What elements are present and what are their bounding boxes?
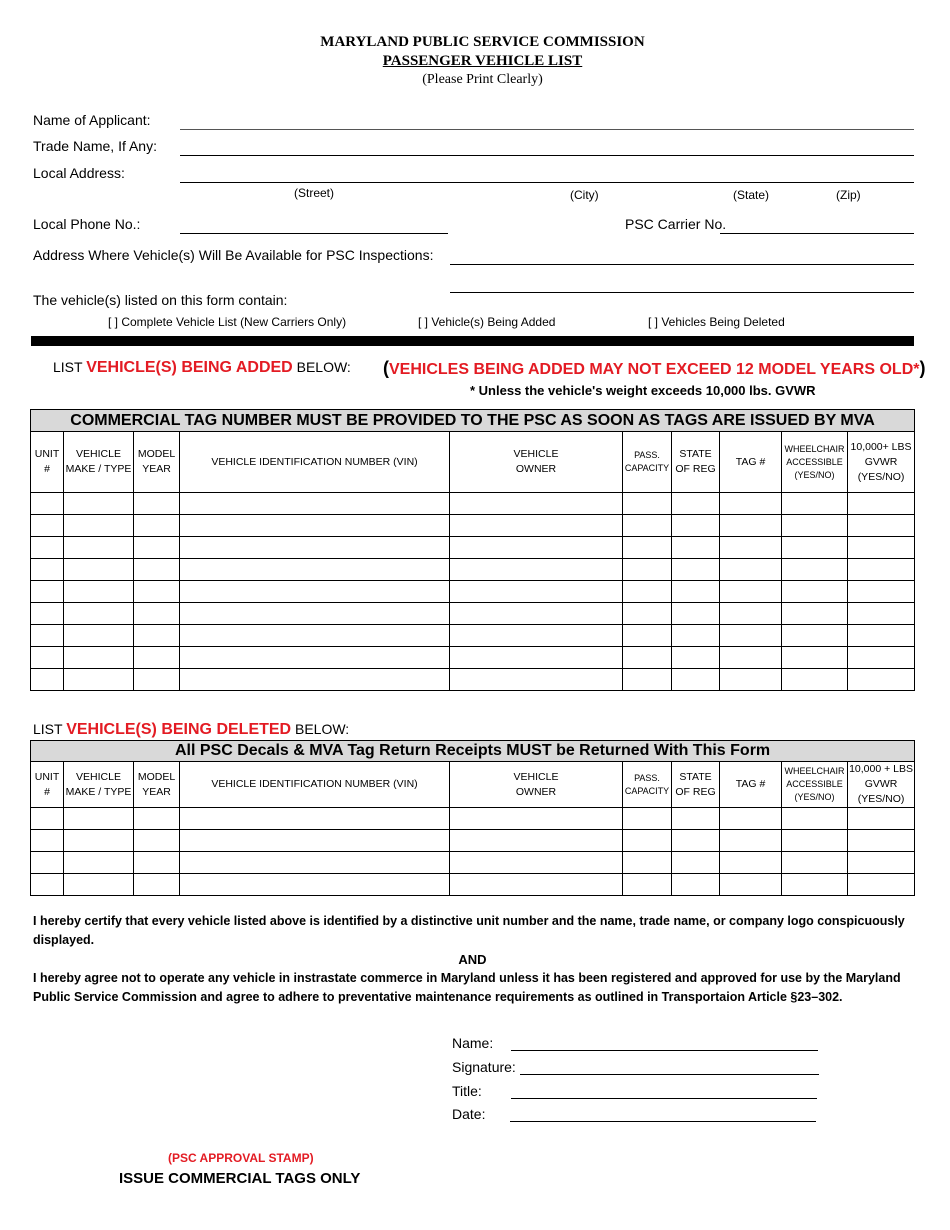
inspection-address-field-1[interactable] [452,245,912,263]
table-cell[interactable] [623,603,672,625]
table-row [31,647,915,669]
gvwr-footnote: * Unless the vehicle's weight exceeds 10,000 lbs. GVWR [470,383,816,398]
table-row [31,852,915,874]
table-cell[interactable] [134,669,180,691]
agency-title: MARYLAND PUBLIC SERVICE COMMISSION [320,34,645,50]
model-year-warning: (VEHICLES BEING ADDED MAY NOT EXCEED 12 MODEL YEARS OLD*) [383,358,926,378]
table-cell[interactable] [720,581,782,603]
table-cell[interactable] [450,559,623,581]
table-cell[interactable] [450,537,623,559]
column-header: STATE OF REG [672,762,720,808]
table-cell[interactable] [672,493,720,515]
table-cell[interactable] [782,537,848,559]
checkbox-complete-list[interactable]: [ ] Complete Vehicle List (New Carriers Only) [108,315,347,329]
applicant-name-label: Name of Applicant: [33,112,151,128]
street-caption: (Street) [294,186,335,200]
certification-and: AND [458,952,487,967]
column-header: UNIT # [31,762,64,808]
table-cell[interactable] [180,808,450,830]
signature-title-field[interactable] [511,1098,817,1099]
form-title: PASSENGER VEHICLE LIST [382,53,583,69]
table-cell[interactable] [672,808,720,830]
contents-label: The vehicle(s) listed on this form contain: [33,292,288,308]
inspection-address-label: Address Where Vehicle(s) Will Be Available for PSC Inspections: [33,247,434,263]
table-cell[interactable] [134,852,180,874]
table-row [31,669,915,691]
table-cell[interactable] [782,647,848,669]
inspection-address-field-2[interactable] [452,273,912,291]
column-header: VEHICLE MAKE / TYPE [64,762,134,808]
table-cell[interactable] [180,625,450,647]
table-cell[interactable] [623,830,672,852]
table-cell[interactable] [623,808,672,830]
table-cell[interactable] [720,830,782,852]
table-cell[interactable] [180,647,450,669]
table-cell[interactable] [450,647,623,669]
table-cell[interactable] [180,581,450,603]
psc-carrier-line [720,233,914,234]
table-cell[interactable] [782,603,848,625]
signature-name-field[interactable] [511,1050,818,1051]
local-phone-label: Local Phone No.: [33,216,141,232]
table-cell[interactable] [623,581,672,603]
table-row [31,493,915,515]
table-cell[interactable] [782,852,848,874]
column-header: PASS. CAPACITY [623,762,672,808]
column-header: VEHICLE OWNER [450,762,623,808]
table-cell[interactable] [672,581,720,603]
inspection-address-line-2 [450,292,914,293]
table-cell[interactable] [64,808,134,830]
table-cell[interactable] [64,625,134,647]
table-cell[interactable] [180,537,450,559]
table-cell[interactable] [134,581,180,603]
table-cell[interactable] [180,515,450,537]
table-cell[interactable] [31,559,64,581]
table-cell[interactable] [848,625,915,647]
table-cell[interactable] [720,603,782,625]
added-table-banner: COMMERCIAL TAG NUMBER MUST BE PROVIDED TO THE PSC AS SOON AS TAGS ARE ISSUED BY MVA [31,410,915,432]
added-vehicles-table [30,409,915,691]
table-cell[interactable] [134,830,180,852]
column-header: UNIT # [31,432,64,493]
checkbox-vehicles-added[interactable]: [ ] Vehicle(s) Being Added [418,315,556,329]
column-header: STATE OF REG [672,432,720,493]
table-cell[interactable] [720,559,782,581]
column-header: TAG # [720,432,782,493]
table-cell[interactable] [64,493,134,515]
table-row [31,603,915,625]
table-cell[interactable] [450,830,623,852]
table-cell[interactable] [720,515,782,537]
table-cell[interactable] [31,581,64,603]
table-cell[interactable] [623,625,672,647]
table-cell[interactable] [672,669,720,691]
column-header: PASS. CAPACITY [623,432,672,493]
table-cell[interactable] [848,852,915,874]
table-cell[interactable] [623,559,672,581]
table-cell[interactable] [31,515,64,537]
deleted-table-banner: All PSC Decals & MVA Tag Return Receipts MUST be Returned With This Form [31,741,915,762]
table-cell[interactable] [623,515,672,537]
table-cell[interactable] [450,669,623,691]
table-cell[interactable] [848,515,915,537]
table-cell[interactable] [180,559,450,581]
certification-paragraph-2: I hereby agree not to operate any vehicle in instrastate commerce in Maryland unless it has been registered and approved for use by the Maryland Public Service Commission and agree to adhere to preventative maintenance requirements as outlined in Transportaion Article §23–302. [33,971,901,1004]
trade-name-field[interactable] [182,136,912,154]
table-cell[interactable] [672,830,720,852]
table-cell[interactable] [623,852,672,874]
table-cell[interactable] [450,808,623,830]
table-cell[interactable] [623,874,672,896]
table-cell[interactable] [31,808,64,830]
table-cell[interactable] [31,493,64,515]
column-header: MODEL YEAR [134,762,180,808]
column-header: VEHICLE MAKE / TYPE [64,432,134,493]
table-cell[interactable] [720,537,782,559]
table-cell[interactable] [450,603,623,625]
zip-caption: (Zip) [836,188,861,202]
local-address-field[interactable] [182,163,912,181]
table-cell[interactable] [782,493,848,515]
issue-commercial-tags-note: ISSUE COMMERCIAL TAGS ONLY [119,1170,361,1187]
table-cell[interactable] [672,603,720,625]
column-header: VEHICLE IDENTIFICATION NUMBER (VIN) [180,762,450,808]
signature-date-label: Date: [452,1106,486,1122]
table-cell[interactable] [672,559,720,581]
table-cell[interactable] [782,830,848,852]
table-cell[interactable] [64,852,134,874]
table-cell[interactable] [782,874,848,896]
table-cell[interactable] [180,493,450,515]
psc-approval-stamp-label: (PSC APPROVAL STAMP) [168,1151,314,1165]
table-cell[interactable] [180,852,450,874]
table-cell[interactable] [672,874,720,896]
table-cell[interactable] [450,625,623,647]
table-cell[interactable] [720,874,782,896]
table-cell[interactable] [31,669,64,691]
table-cell[interactable] [782,669,848,691]
applicant-name-line [180,129,914,130]
table-row [31,830,915,852]
local-phone-line [180,233,448,234]
signature-name-label: Name: [452,1035,494,1051]
table-cell[interactable] [31,874,64,896]
table-cell[interactable] [672,515,720,537]
table-cell[interactable] [64,515,134,537]
signature-date-field[interactable] [510,1121,816,1122]
column-header: WHEELCHAIR ACCESSIBLE (YES/NO) [782,432,848,493]
column-header: TAG # [720,762,782,808]
table-cell[interactable] [134,559,180,581]
signature-title-label: Title: [452,1083,482,1099]
inspection-address-line-1 [450,264,914,265]
table-cell[interactable] [64,874,134,896]
table-cell[interactable] [64,647,134,669]
column-header: MODEL YEAR [134,432,180,493]
table-cell[interactable] [134,808,180,830]
column-header: WHEELCHAIR ACCESSIBLE (YES/NO) [782,762,848,808]
table-cell[interactable] [180,669,450,691]
trade-name-line [180,155,914,156]
table-cell[interactable] [31,537,64,559]
table-cell[interactable] [720,493,782,515]
table-row [31,559,915,581]
table-row [31,581,915,603]
table-cell[interactable] [450,493,623,515]
table-row [31,874,915,896]
deleted-section-heading: LIST VEHICLE(S) BEING DELETED BELOW: [33,721,350,738]
certification-paragraph-1: I hereby certify that every vehicle listed above is identified by a distinctive unit number and the name, trade name, or company logo conspicuously displayed. [33,914,905,947]
table-cell[interactable] [623,493,672,515]
psc-carrier-field[interactable] [722,214,912,232]
table-cell[interactable] [848,559,915,581]
table-row [31,808,915,830]
local-address-label: Local Address: [33,165,125,181]
local-phone-field[interactable] [182,214,446,232]
table-row [31,537,915,559]
table-cell[interactable] [134,647,180,669]
table-cell[interactable] [672,625,720,647]
table-cell[interactable] [64,581,134,603]
table-cell[interactable] [672,647,720,669]
table-cell[interactable] [720,852,782,874]
table-cell[interactable] [848,647,915,669]
table-cell[interactable] [180,830,450,852]
table-cell[interactable] [782,625,848,647]
table-cell[interactable] [848,808,915,830]
table-cell[interactable] [64,537,134,559]
table-cell[interactable] [134,515,180,537]
section-divider-band [31,336,914,346]
table-cell[interactable] [31,852,64,874]
table-cell[interactable] [782,808,848,830]
column-header: 10,000+ LBS GVWR (YES/NO) [848,432,915,493]
applicant-name-field[interactable] [182,110,912,128]
table-cell[interactable] [134,874,180,896]
signature-label: Signature: [452,1059,516,1075]
table-cell[interactable] [180,603,450,625]
table-cell[interactable] [623,669,672,691]
table-row [31,515,915,537]
table-cell[interactable] [134,493,180,515]
trade-name-label: Trade Name, If Any: [33,138,157,154]
table-cell[interactable] [623,537,672,559]
table-cell[interactable] [64,830,134,852]
checkbox-vehicles-deleted[interactable]: [ ] Vehicles Being Deleted [648,315,785,329]
column-header: VEHICLE OWNER [450,432,623,493]
local-address-line [180,182,914,183]
table-cell[interactable] [450,581,623,603]
table-cell[interactable] [180,874,450,896]
table-cell[interactable] [848,830,915,852]
psc-carrier-label: PSC Carrier No. [625,216,727,232]
city-caption: (City) [570,188,599,202]
state-caption: (State) [733,188,770,202]
table-cell[interactable] [848,581,915,603]
table-cell[interactable] [848,603,915,625]
signature-field[interactable] [520,1074,819,1075]
table-cell[interactable] [720,625,782,647]
table-cell[interactable] [31,625,64,647]
column-header: 10,000 + LBS GVWR (YES/NO) [848,762,915,808]
deleted-table-header [31,762,915,808]
table-cell[interactable] [720,669,782,691]
table-cell[interactable] [134,603,180,625]
table-cell[interactable] [450,852,623,874]
table-cell[interactable] [848,493,915,515]
table-cell[interactable] [134,625,180,647]
column-header: VEHICLE IDENTIFICATION NUMBER (VIN) [180,432,450,493]
table-cell[interactable] [64,603,134,625]
table-cell[interactable] [450,515,623,537]
added-section-heading: LIST VEHICLE(S) BEING ADDED BELOW: [53,359,351,376]
table-cell[interactable] [782,559,848,581]
table-cell[interactable] [623,647,672,669]
table-cell[interactable] [672,852,720,874]
added-table-header [31,432,915,493]
table-cell[interactable] [31,647,64,669]
table-cell[interactable] [450,874,623,896]
deleted-vehicles-table [30,740,915,896]
table-row [31,625,915,647]
table-cell[interactable] [848,874,915,896]
table-cell[interactable] [848,669,915,691]
table-cell[interactable] [782,515,848,537]
table-cell[interactable] [31,603,64,625]
table-cell[interactable] [720,808,782,830]
table-cell[interactable] [64,559,134,581]
table-cell[interactable] [782,581,848,603]
table-cell[interactable] [31,830,64,852]
table-cell[interactable] [134,537,180,559]
table-cell[interactable] [64,669,134,691]
table-cell[interactable] [720,647,782,669]
table-cell[interactable] [848,537,915,559]
table-cell[interactable] [672,537,720,559]
print-instruction: (Please Print Clearly) [422,72,543,87]
